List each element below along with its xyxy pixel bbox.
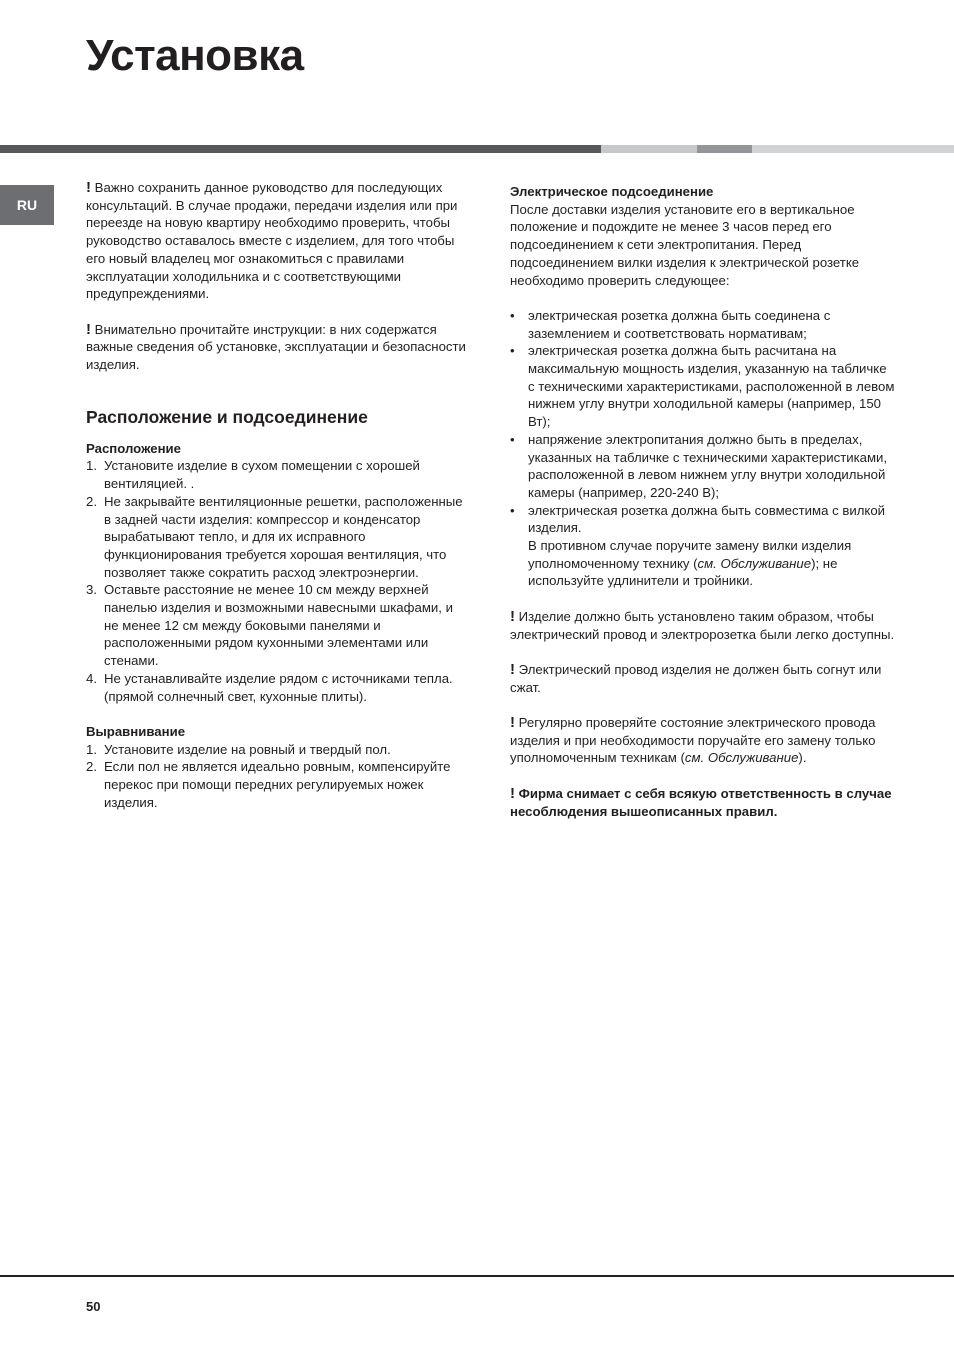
- exclamation-icon: !: [510, 607, 515, 625]
- header-rule-segment: [0, 145, 601, 153]
- list-item: 2. Если пол не является идеально ровным, компенсируйте перекос при помощи передних регулируемых ножек изделия.: [86, 759, 451, 810]
- list-item: • электрическая розетка должна быть совместима с вилкой изделия. В противном случае поручите замену вилки изделия уполномоченному технику (см. Обслуживание); не используйте удлинители и тройники.: [510, 502, 886, 589]
- electrical-heading: Электрическое подсоединение: [510, 184, 714, 199]
- header-rule-segment: [601, 145, 697, 153]
- leveling-heading: Выравнивание: [86, 723, 186, 739]
- left-column: [86, 179, 468, 811]
- note-read-instructions: ! Внимательно прочитайте инструкции: в них содержатся важные сведения об установке, эксплуатации и безопасности изделия.: [86, 320, 466, 373]
- placement-list: [86, 457, 468, 705]
- note-liability: ! Фирма снимает с себя всякую ответственность в случае несоблюдения вышеописанных правил.: [510, 784, 892, 819]
- language-tab: RU: [0, 185, 54, 225]
- page-title: Установка: [86, 31, 304, 80]
- footer-rule: [0, 1275, 954, 1277]
- exclamation-icon: !: [510, 784, 515, 802]
- note-cable-bent: ! Электрический провод изделия не должен быть согнут или сжат.: [510, 660, 882, 695]
- section-heading: Расположение и подсоединение: [86, 406, 368, 427]
- exclamation-icon: !: [86, 179, 91, 196]
- note-keep-manual: ! Важно сохранить данное руководство для последующих консультаций. В случае продажи, передачи изделия или при переезде на новую квартиру необходимо проверить, чтобы руководство оставалось вместе с изделием, для того чтобы его новый владелец мог ознакомиться с правилами эксплуатации холодильника и с соответствующими предупреждениями.: [86, 179, 458, 302]
- exclamation-icon: !: [86, 320, 91, 338]
- electrical-intro: После доставки изделия установите его в вертикальное положение и подождите не менее 3 часов перед его подсоединением к сети электропитания. Перед подсоединением вилки изделия к электрической розетке необходимо проверить следующее:: [510, 201, 860, 288]
- leveling-list: [86, 741, 468, 812]
- right-column: [510, 183, 895, 820]
- list-item: 3. Оставьте расстояние не менее 10 см между верхней панелью изделия и возможными навесными шкафами, и не менее 12 см между боковыми панелями и расположенными рядом кухонными элементами или стенами.: [86, 582, 453, 669]
- list-item: 2. Не закрывайте вентиляционные решетки, расположенные в задней части изделия: компрессор и конденсатор вырабатывают тепло, и для их исправного функционирования требуется хорошая вентиляция, что позволяет также сократить расход электроэнергии.: [86, 493, 463, 580]
- header-rule-segment: [752, 145, 954, 153]
- note-check-cable: ! Регулярно проверяйте состояние электрического провода изделия и при необходимости поручайте его замену только уполномоченным техникам (см. Обслуживание).: [510, 714, 876, 766]
- exclamation-icon: !: [510, 714, 515, 732]
- list-item: • электрическая розетка должна быть расчитана на максимальную мощность изделия, указанную на табличке с техническими характеристиками, расположенной в левом нижнем углу внутри холодильной камеры (например, 150 Вт);: [510, 343, 895, 430]
- page-number: 50: [86, 1299, 101, 1314]
- exclamation-icon: !: [510, 660, 515, 678]
- list-item: • напряжение электропитания должно быть в пределах, указанных на табличке с техническими характеристиками, расположенной в левом нижнем углу внутри холодильной камеры (например, 220-240 В);: [510, 431, 888, 500]
- header-rule-segment: [697, 145, 752, 153]
- list-item: 1. Установите изделие в сухом помещении с хорошей вентиляцией. .: [86, 458, 420, 492]
- placement-heading: Расположение: [86, 440, 181, 456]
- list-item: 4. Не устанавливайте изделие рядом с источниками тепла. (прямой солнечный свет, кухонные плиты).: [86, 670, 453, 704]
- electrical-checklist: [510, 307, 895, 590]
- list-item: • электрическая розетка должна быть соединена с заземлением и соответствовать нормативам;: [510, 307, 831, 341]
- list-item: 1. Установите изделие на ровный и твердый пол.: [86, 741, 391, 757]
- note-accessible: ! Изделие должно быть установлено таким образом, чтобы электрический провод и электророзетка были легко доступны.: [510, 607, 895, 642]
